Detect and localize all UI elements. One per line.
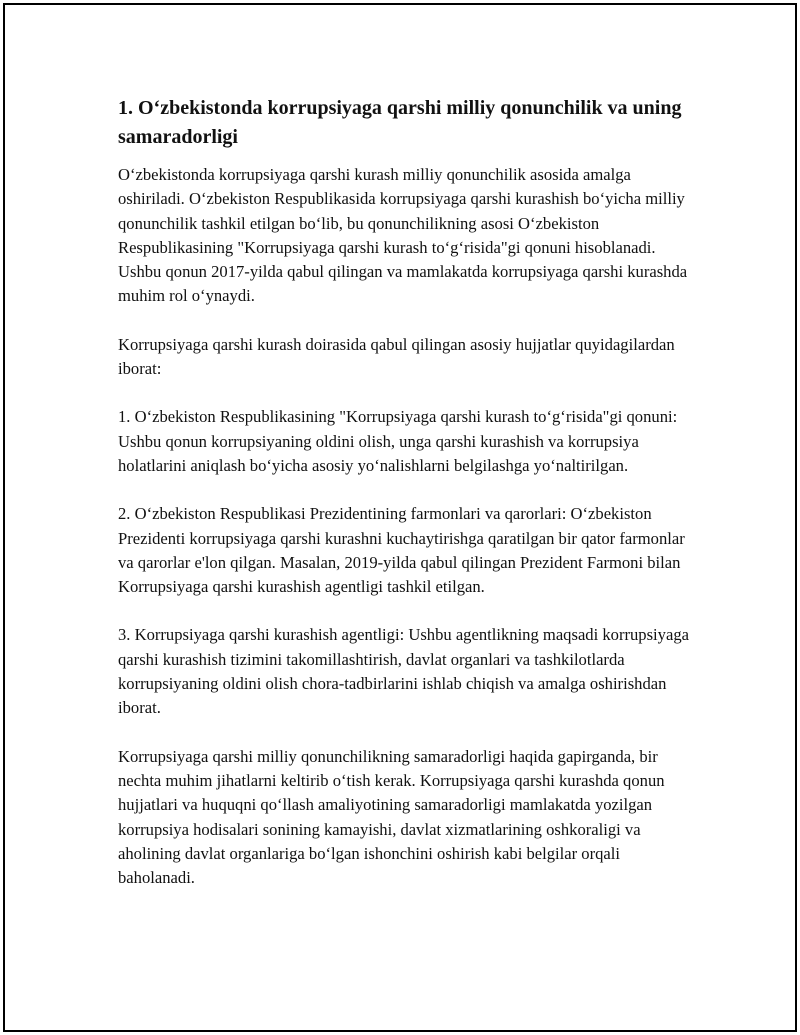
intro-paragraph: O‘zbekistonda korrupsiyaga qarshi kurash milliy qonunchilik asosida amalga oshiriladi. O‘zbekiston Respublikasida korrupsiyaga qarshi kurashish bo‘yicha milliy qonunchilik tashkil etilgan bo‘lib, bu qonunchilikning asosi O‘zbekiston Respublikasining "Korrupsiyaga qarshi kurash to‘g‘risida"gi qonuni hisoblanadi. Ushbu qonun 2017-yilda qabul qilingan va mamlakatda korrupsiyaga qarshi kurashda muhim rol o‘ynaydi. — [118, 165, 688, 306]
documents-intro-paragraph: Korrupsiyaga qarshi kurash doirasida qabul qilingan asosiy hujjatlar quyidagilardan iborat: — [118, 334, 675, 379]
section-title: 1. O‘zbekistonda korrupsiyaga qarshi milliy qonunchilik va uning samaradorligi — [118, 97, 682, 148]
effectiveness-paragraph: Korrupsiyaga qarshi milliy qonunchilikning samaradorligi haqida gapirganda, bir nechta muhim jihatlarni keltirib o‘tish kerak. Korrupsiyaga qarshi kurashda qonun hujjatlari va huquqni qo‘llash amaliyotining samaradorligi mamlakatda yozilgan korrupsiya hodisalari sonining kamayishi, davlat xizmatlarining oshkoraligi va aholining davlat organlariga bo‘lgan ishonchini oshirish kabi belgilar orqali baholanadi. — [118, 746, 665, 888]
list-item-law: 1. O‘zbekiston Respublikasining "Korrupsiyaga qarshi kurash to‘g‘risida"gi qonuni: Ushbu qonun korrupsiyaning oldini olish, unga qarshi kurashish va korrupsiya holatlarini aniqlash bo‘yicha asosiy yo‘nalishlarni belgilashga yo‘naltirilgan. — [118, 407, 678, 475]
list-item-presidential-decrees: 2. O‘zbekiston Respublikasi Prezidentining farmonlari va qarorlari: O‘zbekiston Prezidenti korrupsiyaga qarshi kurashni kuchaytirishga qaratilgan bir qator farmonlar va qarorlar e'lon qilgan. Masalan, 2019-yilda qabul qilingan Prezident Farmoni bilan Korrupsiyaga qarshi kurashish agentligi tashkil etilgan. — [118, 504, 685, 597]
list-item-anticorruption-agency: 3. Korrupsiyaga qarshi kurashish agentligi: Ushbu agentlikning maqsadi korrupsiyaga qarshi kurashish tizimini takomillashtirish, davlat organlari va tashkilotlarda korrupsiyaning oldini olish chora-tadbirlarini ishlab chiqish va amalga oshirishdan iborat. — [118, 625, 689, 718]
document-body — [118, 94, 690, 914]
